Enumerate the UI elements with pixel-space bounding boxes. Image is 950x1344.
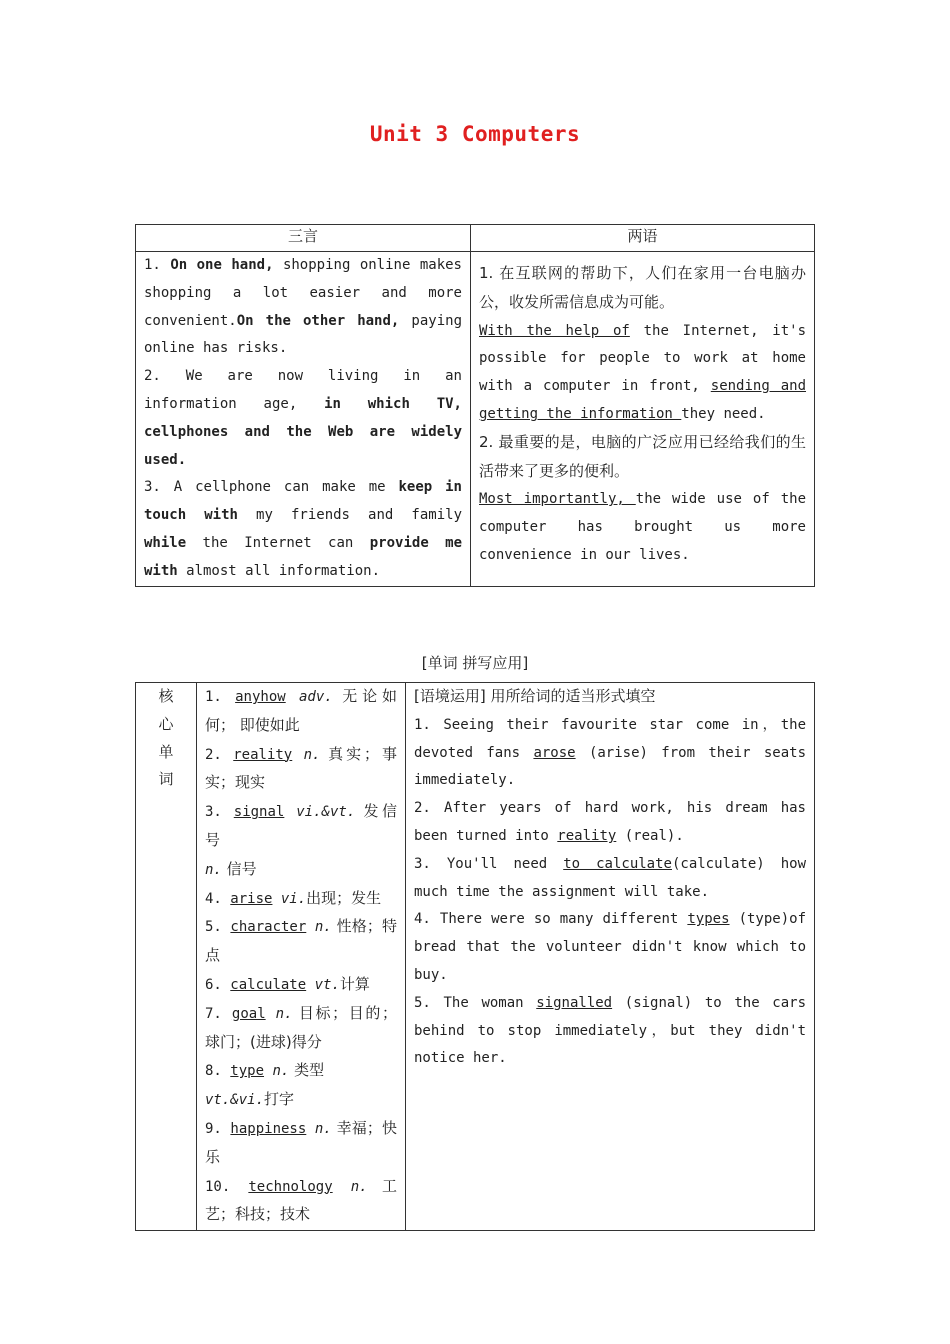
text-run: reality [557, 827, 617, 844]
text-run: to calculate [563, 855, 672, 872]
translation-examples [471, 252, 814, 570]
text-run: technology [248, 1178, 333, 1195]
text-run: 工艺；科技；技术 [205, 1176, 397, 1224]
page-title: Unit 3 Computers [369, 122, 581, 146]
text-run: my friends and family [237, 507, 462, 524]
exercise-item [414, 990, 806, 1073]
sentence-paragraph [144, 474, 462, 585]
translation-paragraph [479, 429, 806, 487]
text-run: On the other hand, [236, 312, 400, 329]
text-run: arose [533, 744, 576, 761]
text-run: 2. We are now living in an information age, [144, 368, 462, 412]
text-run: 2. 最重要的是，电脑的广泛应用已经给我们的生活带来了更多的便利。 [479, 432, 806, 480]
text-run: On one hand, [170, 257, 274, 273]
text-run: adv. [285, 689, 333, 705]
text-run: With the help of [479, 322, 630, 339]
translation-paragraph [479, 318, 806, 429]
category-char: 核 [158, 687, 174, 705]
text-run: 发信号 [205, 802, 397, 849]
text-run: calculate [230, 976, 307, 993]
text-run: 9. [205, 1120, 231, 1137]
exercise-item [414, 683, 806, 712]
category-char: 单 [158, 742, 174, 761]
text-run: goal [231, 1005, 266, 1022]
text-run: while [144, 534, 187, 551]
text-run: 1. 在互联网的帮助下，人们在家用一台电脑办公，收发所需信息成为可能。 [479, 264, 806, 311]
word-entry [205, 1086, 397, 1115]
text-run: provide me with [144, 534, 463, 579]
text-run: 3. A cellphone can make me [144, 479, 399, 496]
text-run: n. [264, 1063, 290, 1080]
text-run: 计算 [339, 974, 370, 993]
exercise-item [414, 906, 806, 989]
key-sentences [136, 252, 470, 586]
word-entry [205, 741, 397, 799]
text-run: 6. [205, 976, 231, 993]
text-run: 1. Seeing their favourite star come in，the devoted fans [414, 716, 806, 761]
text-run: the wide use of the computer has brought us more convenience in our lives. [479, 491, 806, 563]
text-run: (arise) from their seats immediately. [414, 744, 807, 789]
text-run: sending and getting the information [479, 378, 807, 422]
text-run: 信号 [221, 859, 257, 878]
text-run: n. [306, 919, 332, 936]
text-run: vt.&vi. [205, 1092, 265, 1109]
text-run: types [687, 911, 730, 928]
word-entry [205, 971, 397, 1000]
translation-paragraph [479, 260, 806, 318]
text-run: 8. [205, 1063, 231, 1080]
category-label [136, 683, 196, 794]
word-entry [205, 856, 397, 885]
fill-in-exercises [406, 683, 814, 1073]
text-run: 类型 [289, 1061, 325, 1080]
text-run: (type)of bread that the volunteer didn't know which to buy. [414, 911, 806, 983]
text-run: in which TV, cellphones and the Web are widely used. [144, 395, 462, 468]
text-run: signalled [536, 994, 613, 1011]
text-run: 2. After years of hard work, his dream has been turned into [414, 800, 806, 844]
text-run: n. [205, 861, 222, 878]
word-entry [205, 1000, 397, 1058]
text-run: 7. [205, 1005, 232, 1022]
text-run: arise [230, 890, 273, 907]
text-run: happiness [230, 1120, 307, 1137]
text-run: [语境运用] 用所给词的适当形式填空 [414, 687, 656, 705]
text-run: the Internet, it's possible for people to work at home with a computer in front, [479, 322, 806, 395]
sentence-paragraph [144, 363, 462, 474]
text-run: anyhow [235, 689, 286, 705]
word-entry [205, 683, 397, 741]
text-run: Most importantly, [479, 491, 636, 508]
text-run: signal [233, 804, 285, 821]
text-run: vt. [306, 976, 340, 993]
vocabulary-table [135, 682, 815, 1231]
text-run: 4. [205, 890, 231, 907]
text-run: character [230, 919, 307, 936]
text-run: 无论如何； 即使如此 [205, 687, 397, 734]
word-entry [205, 1115, 397, 1173]
text-run: 2. [205, 746, 234, 763]
text-run: vi.&vt. [284, 804, 356, 821]
sentence-paragraph [144, 252, 462, 363]
text-run: almost all information. [177, 562, 381, 579]
text-run: 目标；目的；球门；(进球)得分 [205, 1003, 397, 1051]
text-run: 1. [144, 257, 171, 273]
text-run: they need. [681, 405, 766, 422]
text-run: 10. [205, 1178, 249, 1195]
category-char: 词 [158, 770, 174, 789]
text-run: paying online has risks. [144, 312, 462, 357]
text-run: 3. You'll need [414, 855, 564, 872]
header-liangyu: 两语 [471, 225, 815, 252]
translation-paragraph [479, 486, 806, 569]
phrases-table [135, 224, 815, 587]
exercise-item [414, 795, 806, 851]
text-run: (calculate) how much time the assignment will take. [414, 855, 806, 900]
word-entry [205, 1173, 397, 1231]
text-run: 5. [205, 919, 231, 936]
text-run: 幸福；快乐 [205, 1118, 397, 1166]
word-entry [205, 798, 397, 856]
text-run: shopping online makes shopping a lot easier and more convenient. [144, 257, 462, 329]
text-run: 出现；发生 [306, 888, 382, 907]
category-char: 心 [158, 714, 174, 733]
header-sanyan: 三言 [136, 225, 471, 252]
text-run: 打字 [264, 1090, 295, 1109]
text-run: 真实；事实；现实 [205, 744, 397, 792]
text-run: 性格；特点 [205, 917, 397, 965]
text-run: 5. The woman [414, 994, 537, 1011]
exercise-item [414, 712, 806, 795]
text-run: vi. [272, 890, 307, 907]
core-word-list [197, 683, 405, 1230]
text-run: type [230, 1063, 265, 1080]
text-run: reality [233, 746, 293, 763]
exercise-item [414, 851, 806, 907]
section-subheading: [单词 拼写应用] [421, 654, 529, 672]
word-entry [205, 913, 397, 971]
text-run: 1. [205, 689, 236, 705]
text-run: (signal) to the cars behind to stop immediately，but they didn't notice her. [414, 994, 806, 1067]
text-run: the Internet can [186, 534, 370, 551]
word-entry [205, 1057, 397, 1086]
text-run: (real). [616, 827, 684, 844]
text-run: 4. There were so many different [414, 911, 688, 928]
text-run: n. [265, 1005, 293, 1022]
word-entry [205, 885, 397, 914]
text-run: n. [306, 1120, 332, 1137]
text-run: 3. [205, 804, 234, 821]
text-run: keep in touch with [144, 479, 462, 524]
text-run: n. [292, 746, 321, 763]
text-run: n. [332, 1178, 368, 1195]
